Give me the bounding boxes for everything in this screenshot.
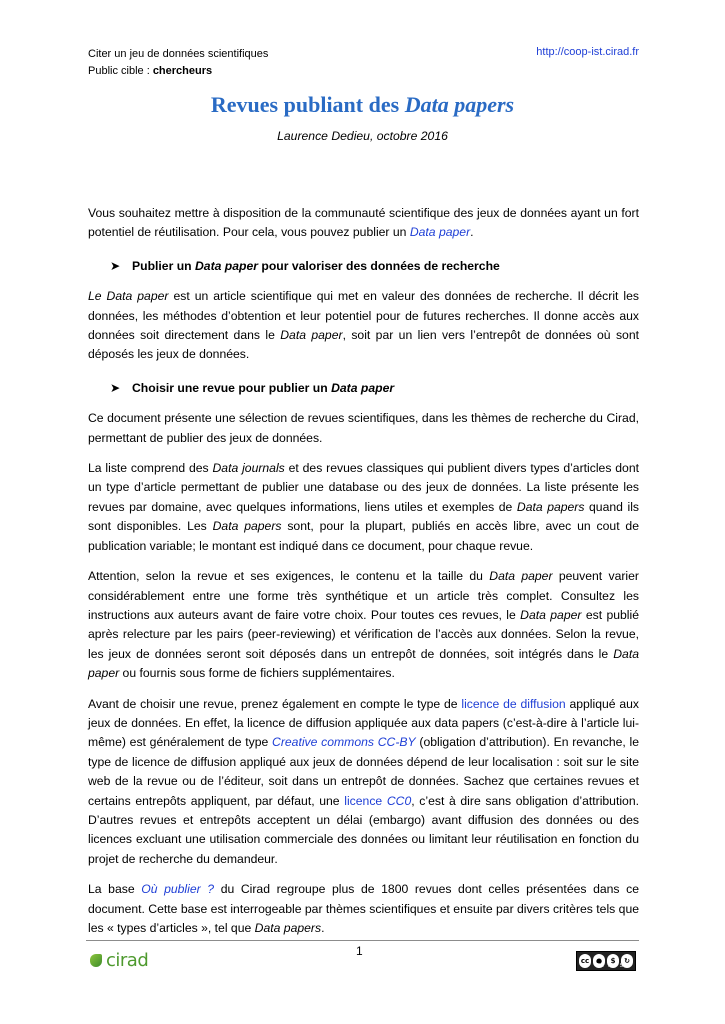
p5-text-3: .	[321, 921, 325, 935]
section-2-paragraph-1: Ce document présente une sélection de revues scientifiques, dans les thèmes de recherche du Cirad, permettant de publier des jeux de données.	[88, 411, 639, 445]
intro-end: .	[470, 225, 474, 240]
cc-by-link[interactable]: Creative commons CC-BY	[272, 735, 416, 750]
p3-italic-2: Data paper	[520, 607, 582, 622]
licence-diffusion-link[interactable]: licence de diffusion	[461, 696, 566, 711]
p2-text-4: sont, pour la plupart, publiés en accès libre, avec un cout de publication variable; le montant est indiqué dans ce document, pour chaque revue.	[88, 519, 639, 553]
ou-publier-link[interactable]: Où publier ?	[141, 882, 215, 897]
header-topic: Citer un jeu de données scientifiques	[88, 48, 269, 60]
section-heading-1	[110, 257, 639, 276]
p4-text-4: , c’est à dire sans obligation d’attribution. D’autres revues et entrepôts acceptent un délai (embargo) avant diffusion des données ou des licences excluant une utilisation commerciale des données ou limitant leur réutilisation en fonction du projet de recherche du demandeur.	[88, 793, 639, 866]
cc0-link-italic: CC0	[386, 793, 412, 808]
heading-1-italic: Data paper	[194, 258, 258, 273]
by-person-icon: ●	[593, 954, 605, 968]
sa-share-icon: ↻	[621, 954, 633, 968]
p2-text-2: et des revues classiques qui publient divers types d’articles dont un type d’article permettant de publier une database ou des jeux de données. La liste présente les revues par domaine, avec quelques informations, liens utiles et exemples de	[88, 461, 639, 514]
p5-italic-1: Data papers	[254, 921, 322, 935]
intro-text: Vous souhaitez mettre à disposition de la communauté scientifique des jeux de données ayant un fort potentiel de réutilisation. Pour cela, vous pouvez publier un	[88, 206, 639, 240]
p2-text-3: quand ils sont disponibles. Les	[88, 499, 639, 534]
p4-text-1: Avant de choisir une revue, prenez également en compte le type de	[88, 696, 462, 711]
section-2-paragraph-2	[88, 459, 639, 556]
p3-italic-3: Data paper	[88, 646, 639, 681]
arrow-bullet-icon: ➤	[110, 380, 121, 395]
p2-italic-1: Data journals	[212, 461, 285, 476]
p3-text-2: peuvent varier considérablement entre une forme très synthétique et un article très complet. Consultez les instructions aux auteurs avant de faire votre choix. Pour toutes ces revues, le	[88, 569, 639, 622]
heading-2-italic: Data paper	[331, 380, 395, 395]
p5-text-1: La base	[88, 882, 142, 897]
heading-1-text: Publier un	[132, 258, 195, 273]
header-site-link[interactable]: http://coop-ist.cirad.fr	[536, 46, 639, 58]
section-2-paragraph-5	[88, 880, 639, 938]
document-title	[0, 92, 725, 118]
cc-icon: cc	[579, 954, 591, 968]
s1-text-1: est un article scientifique qui met en valeur des données de recherche. Il décrit les données, les méthodes d’obtention et leur potentiel pour de futures recherches. Il donne accès aux données soit directement dans le	[88, 289, 639, 343]
s1-text-2: , soit par un lien vers l’entrepôt de données où sont déposés les jeux de données.	[88, 328, 639, 362]
section-2-paragraph-3	[88, 567, 639, 683]
p4-text-2: appliqué aux jeux de données. En effet, la licence de diffusion appliquée aux data papers (c’est-à-dire à l’article lui-même) est généralement de type	[88, 696, 639, 750]
p4-text-3: (obligation d’attribution). En revanche, le type de licence de diffusion appliqué aux jeux de données dépend de leur localisation : soit sur le site web de la revue ou de l’éditeur, soit dans un entrepôt de données. Sachez que certaines revues et certains entrepôts appliquent, par défaut, une	[88, 735, 639, 808]
cc0-link-text: licence	[344, 793, 387, 808]
licence-cc0-link[interactable]	[344, 794, 411, 808]
cirad-leaf-icon	[90, 954, 102, 967]
s1-italic-2: Data paper	[280, 328, 343, 343]
page-number: 1	[356, 944, 363, 958]
header-audience-label: Public cible :	[88, 65, 153, 77]
section-heading-2	[110, 379, 639, 398]
cirad-logo	[90, 950, 148, 971]
section-2-paragraph-4	[88, 695, 639, 870]
p3-italic-1: Data paper	[489, 569, 553, 584]
data-paper-link[interactable]: Data paper	[409, 225, 471, 240]
title-italic: Data papers	[404, 92, 515, 117]
p3-text-1: Attention, selon la revue et ses exigences, le contenu et la taille du	[88, 569, 490, 584]
footer-divider	[86, 940, 639, 941]
arrow-bullet-icon: ➤	[110, 258, 121, 273]
title-plain: Revues publiant des	[210, 92, 405, 117]
p2-text-1: La liste comprend des	[88, 461, 213, 476]
p3-text-4: ou fournis sous forme de fichiers supplémentaires.	[119, 666, 395, 681]
creative-commons-badge[interactable]	[576, 951, 636, 971]
header-audience-value: chercheurs	[152, 65, 213, 77]
heading-1-text-end: pour valoriser des données de recherche	[257, 258, 500, 273]
license-badge-text: BY NC SA	[597, 963, 629, 969]
document-body	[88, 204, 639, 949]
s1-italic-1: Le Data paper	[88, 289, 169, 304]
page-header-left	[88, 46, 268, 80]
p2-italic-3: Data papers	[212, 519, 282, 534]
heading-2-text: Choisir une revue pour publier un	[132, 380, 332, 395]
section-1-paragraph	[88, 287, 639, 365]
intro-paragraph	[88, 204, 639, 243]
cirad-logo-text: cirad	[106, 950, 149, 971]
p5-text-2: du Cirad regroupe plus de 1800 revues dont celles présentées dans ce document. Cette base est interrogeable par thèmes scientifiques et ensuite par divers critères tels que les « types d’articles », tel que	[88, 882, 639, 935]
author-line: Laurence Dedieu, octobre 2016	[277, 129, 448, 143]
p2-italic-2: Data papers	[516, 499, 585, 514]
nc-dollar-icon: $	[607, 954, 619, 968]
p3-text-3: est publié après relecture par les pairs (peer-reviewing) et vérification de l’accès aux données. Selon la revue, les jeux de données seront soit déposés dans un entrepôt de données, soit intégrés dans le	[88, 607, 639, 661]
header-audience	[88, 63, 268, 80]
